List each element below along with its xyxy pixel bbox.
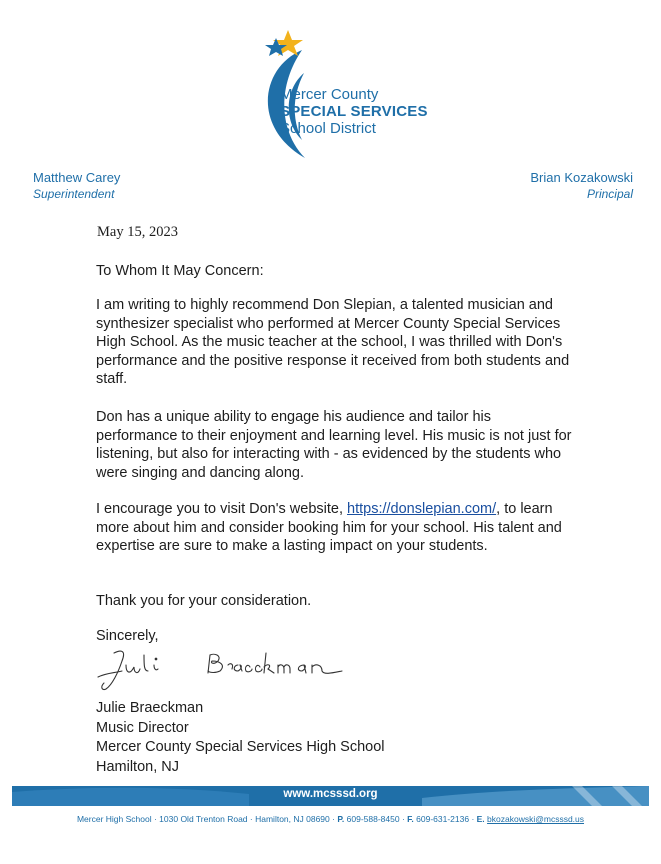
logo-line-3: School District (280, 120, 376, 137)
letter-greeting: To Whom It May Concern: (96, 263, 264, 279)
footer-address: 1030 Old Trenton Road (159, 814, 248, 824)
footer-email-label: E. (476, 814, 485, 824)
signer-name: Julie Braeckman (96, 700, 204, 716)
superintendent-title: Superintendent (33, 187, 115, 201)
footer-city: Hamilton, NJ 08690 (255, 814, 330, 824)
principal-name: Brian Kozakowski (530, 170, 633, 185)
signer-location: Hamilton, NJ (96, 758, 179, 775)
letter-paragraph-1: I am writing to highly recommend Don Slepian, a talented musician and synthesizer specialist who performed at Mercer County Special Services High School. As the music teacher at the school, I was thrilled with Don's performance and the positive response it received from both students and staff. (96, 297, 570, 387)
logo-line-1: Mercer County (280, 86, 379, 103)
footer-contact-line: Mercer High School · 1030 Old Trenton Road · Hamilton, NJ 08690 · P. 609-588-8450 · F. 609-631-2136 · E. bkozakowski@mcsssd.us (76, 814, 585, 824)
footer-fax-label: F. (407, 814, 414, 824)
handwritten-signature (92, 643, 362, 693)
superintendent-block (33, 170, 120, 202)
footer-phone-label: P. (337, 814, 345, 824)
letter-closing: Sincerely, (96, 628, 159, 644)
footer-website[interactable]: www.mcsssd.org (283, 788, 378, 800)
letter-paragraph-3 (96, 500, 576, 556)
letter-thanks: Thank you for your consideration. (96, 593, 312, 609)
paragraph-3-intro: I encourage you to visit Don's website, (96, 501, 348, 517)
logo-wordmark (280, 86, 428, 137)
signer-title: Music Director (96, 719, 189, 736)
letter-date: May 15, 2023 (97, 224, 178, 240)
footer-email[interactable]: bkozakowski@mcsssd.us (487, 814, 585, 824)
website-link[interactable]: https://donslepian.com/ (347, 501, 497, 517)
footer-phone: 609-588-8450 (346, 814, 400, 824)
paragraph-3-rest: , to learn more about him and consider booking him for your school. His talent and expertise are sure to make a lasting impact on your students. (96, 501, 562, 554)
letter-paragraph-2: Don has a unique ability to engage his audience and tailor his performance to their enjoyment and learning level. His music is not just for listening, but also for interacting with - as evidenced by the students who were singing and dancing along. (96, 409, 572, 481)
footer-school: Mercer High School (76, 814, 152, 824)
logo-line-2: SPECIAL SERVICES (280, 103, 428, 120)
principal-title: Principal (586, 187, 633, 201)
footer-fax: 609-631-2136 (416, 814, 470, 824)
footer-band (12, 786, 649, 806)
signature-block (96, 699, 385, 777)
superintendent-name: Matthew Carey (33, 170, 121, 185)
signer-organization: Mercer County Special Services High School (96, 739, 385, 755)
principal-block (530, 170, 633, 202)
